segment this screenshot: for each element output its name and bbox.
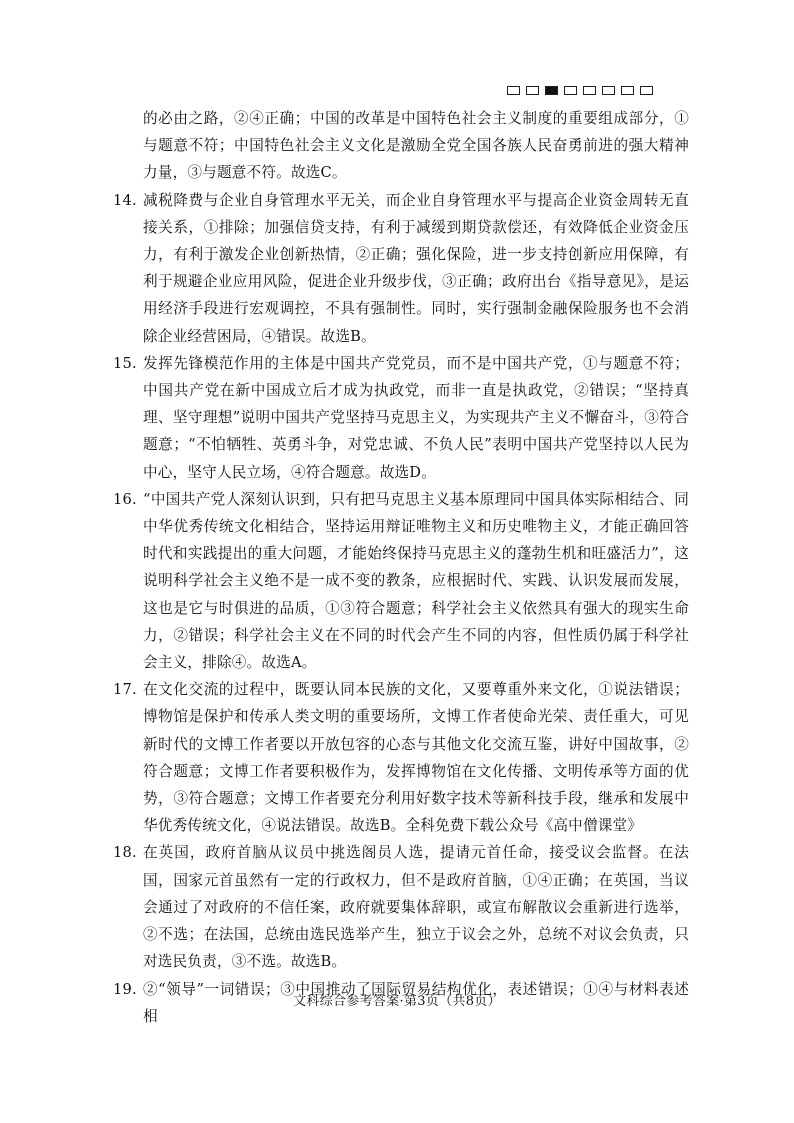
answer-item-17: [113, 676, 689, 839]
item-text: 发挥先锋模范作用的主体是中国共产党党员，而不是中国共产党，①与题意不符；中国共产党在新中国成立后才成为执政党，而非一直是执政党，②错误；“坚持真理、坚守理想”说明中国共产党坚持马克思主义，为实现共产主义不懈奋斗，③符合题意；“不怕牺牲、英勇斗争，对党忠诚、不负人民”表明中国共产党坚持以人民为中心，坚守人民立场，④符合题意。故选D。: [143, 354, 689, 481]
page-footer: 文科综合参考答案·第3页（共8页）: [293, 994, 501, 1009]
item-number: 17.: [113, 681, 137, 699]
page-box: [526, 86, 539, 95]
item-text: “中国共产党人深刻认识到，只有把马克思主义基本原理同中国具体实际相结合、同中华优秀传统文化相结合，坚持运用辩证唯物主义和历史唯物主义，才能正确回答时代和实践提出的重大问题，才能始终保持马克思主义的蓬勃生机和旺盛活力”，这说明科学社会主义绝不是一成不变的教条，应根据时代、实践、认识发展而发展，这也是它与时俱进的品质，①③符合题意；科学社会主义依然具有强大的现实生命力，②错误；科学社会主义在不同的时代会产生不同的内容，但性质仍属于科学社会主义，排除④。故选A。: [143, 490, 689, 672]
page-box: [621, 86, 634, 95]
answer-content: [113, 105, 689, 1030]
item-number: 15.: [113, 354, 137, 372]
item-number: 18.: [113, 844, 137, 862]
item-text: ②“领导”一词错误；③中国推动了国际贸易结构优化，表述错误；①④与材料表述相: [143, 980, 689, 1025]
page-box-current: [545, 86, 558, 95]
answer-item-15: [113, 350, 689, 486]
item-text: 在文化交流的过程中，既要认同本民族的文化，又要尊重外来文化，①说法错误；博物馆是保护和传承人类文明的重要场所，文博工作者使命光荣、责任重大，可见新时代的文博工作者要以开放包容的心态与其他文化交流互鉴，讲好中国故事，②符合题意；文博工作者要积极作为，发挥博物馆在文化传播、文明传承等方面的优势，③符合题意；文博工作者要充分利用好数字技术等新科技手段，继承和发展中华优秀传统文化，④说法错误。故选B。全科免费下载公众号《高中僧课堂》: [143, 681, 689, 835]
page-box: [583, 86, 596, 95]
item-text: 减税降费与企业自身管理水平无关，而企业自身管理水平与提高企业资金周转无直接关系，①排除；加强信贷支持，有利于减缓到期贷款偿还，有效降低企业资金压力，有利于激发企业创新热情，②正确；强化保险，进一步支持创新应用保障，有利于规避企业应用风险，促进企业升级步伐，③正确；政府出台《指导意见》，是运用经济手段进行宏观调控，不具有强制性。同时，实行强制金融保险服务也不会消除企业经营困局，④错误。故选B。: [143, 191, 689, 345]
item-number: 16.: [113, 490, 137, 508]
page-box: [640, 86, 653, 95]
page-box: [507, 86, 520, 95]
answer-item-18: [113, 839, 689, 975]
page-box: [602, 86, 615, 95]
answer-item-14: [113, 187, 689, 350]
item-number: 14.: [113, 191, 137, 209]
page-box: [564, 86, 577, 95]
answer-item-16: [113, 486, 689, 676]
page-indicator: [507, 86, 653, 95]
item-text: 在英国，政府首脑从议员中挑选阁员人选，提请元首任命，接受议会监督。在法国，国家元首虽然有一定的行政权力，但不是政府首脑，①④正确；在英国，当议会通过了对政府的不信任案，政府就要集体辞职，或宣布解散议会重新进行选举，②不选；在法国，总统由选民选举产生，独立于议会之外，总统不对议会负责，只对选民负责，③不选。故选B。: [143, 844, 689, 971]
item-number: 19.: [113, 980, 137, 998]
continued-paragraph: 的必由之路，②④正确；中国的改革是中国特色社会主义制度的重要组成部分，①与题意不符；中国特色社会主义文化是激励全党全国各族人民奋勇前进的强大精神力量，③与题意不符。故选C。: [143, 110, 689, 182]
